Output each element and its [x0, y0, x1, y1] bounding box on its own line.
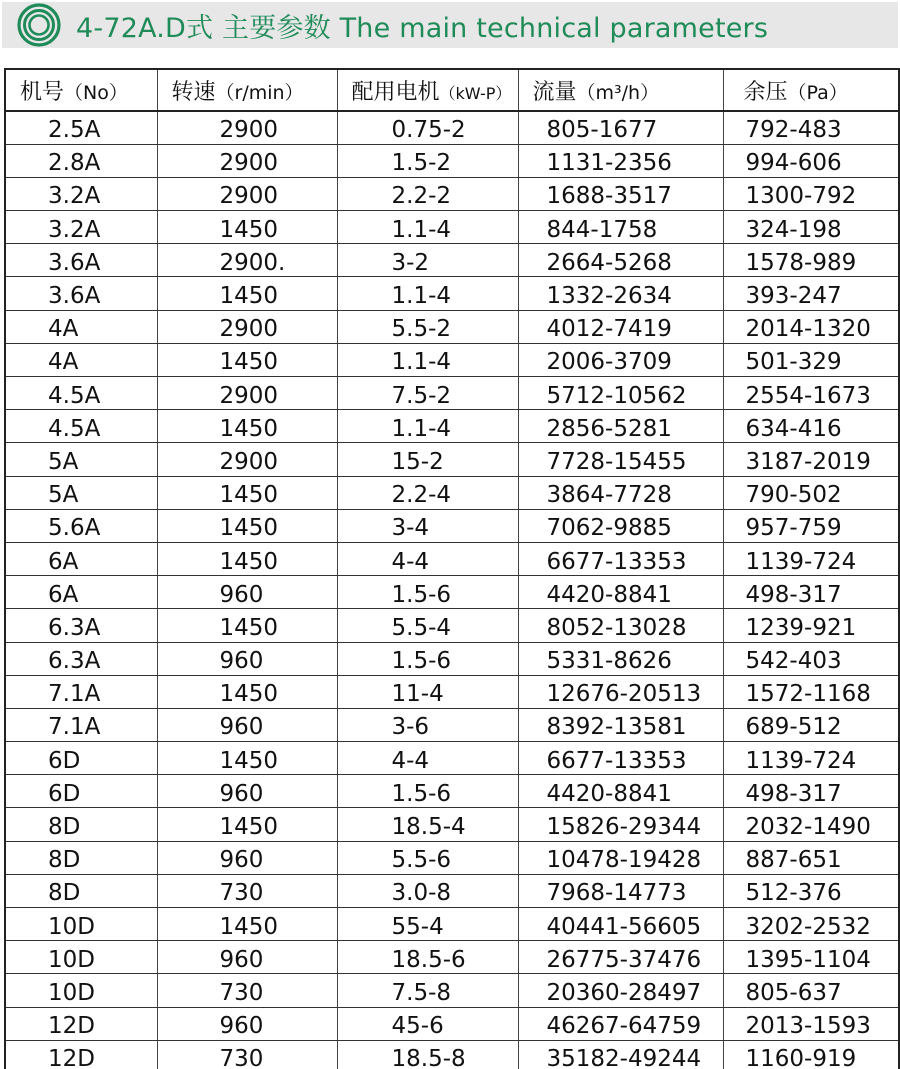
cell-pressure: 1160-919: [723, 1040, 899, 1069]
cell-pressure: 3202-2532: [723, 908, 899, 941]
cell-speed: 960: [157, 576, 337, 609]
cell-pressure: 805-637: [723, 974, 899, 1007]
cell-flow: 2006-3709: [518, 343, 723, 376]
table-row: [5, 908, 899, 941]
table-row: [5, 775, 899, 808]
cell-flow: 26775-37476: [518, 941, 723, 974]
cell-pressure: 1139-724: [723, 542, 899, 575]
cell-flow: 35182-49244: [518, 1040, 723, 1069]
cell-motor: 3.0-8: [337, 874, 518, 907]
cell-pressure: 689-512: [723, 708, 899, 741]
page-title: 4-72A.D式 主要参数 The main technical parameters: [76, 12, 769, 44]
table-row: [5, 941, 899, 974]
cell-motor: 7.5-8: [337, 974, 518, 1007]
cell-speed: 730: [157, 1040, 337, 1069]
cell-no: 6D: [5, 742, 157, 775]
cell-speed: 1450: [157, 808, 337, 841]
cell-flow: 8052-13028: [518, 609, 723, 642]
cell-speed: 1450: [157, 609, 337, 642]
table-row: [5, 576, 899, 609]
table-row: [5, 443, 899, 476]
cell-flow: 12676-20513: [518, 675, 723, 708]
cell-no: 12D: [5, 1040, 157, 1069]
cell-motor: 1.5-2: [337, 144, 518, 177]
cell-motor: 3-4: [337, 509, 518, 542]
cell-flow: 10478-19428: [518, 841, 723, 874]
cell-no: 12D: [5, 1007, 157, 1040]
table-row: [5, 808, 899, 841]
cell-flow: 40441-56605: [518, 908, 723, 941]
cell-pressure: 512-376: [723, 874, 899, 907]
cell-flow: 4420-8841: [518, 576, 723, 609]
cell-flow: 7968-14773: [518, 874, 723, 907]
cell-no: 6A: [5, 542, 157, 575]
table-body: [5, 111, 899, 1069]
cell-flow: 6677-13353: [518, 742, 723, 775]
cell-flow: 844-1758: [518, 211, 723, 244]
cell-speed: 1450: [157, 410, 337, 443]
cell-pressure: 498-317: [723, 775, 899, 808]
cell-no: 8D: [5, 808, 157, 841]
cell-motor: 15-2: [337, 443, 518, 476]
table-row: [5, 244, 899, 277]
cell-no: 2.5A: [5, 111, 157, 144]
cell-no: 8D: [5, 874, 157, 907]
table-row: [5, 1040, 899, 1069]
table-row: [5, 708, 899, 741]
table-row: [5, 642, 899, 675]
cell-pressure: 542-403: [723, 642, 899, 675]
title-bar: [2, 2, 898, 48]
cell-pressure: 1578-989: [723, 244, 899, 277]
cell-no: 4A: [5, 310, 157, 343]
cell-flow: 1332-2634: [518, 277, 723, 310]
cell-motor: 18.5-6: [337, 941, 518, 974]
cell-speed: 2900: [157, 177, 337, 210]
cell-no: 6D: [5, 775, 157, 808]
cell-motor: 2.2-4: [337, 476, 518, 509]
header-no: 机号（No）: [5, 69, 157, 111]
cell-flow: 7062-9885: [518, 509, 723, 542]
cell-motor: 5.5-6: [337, 841, 518, 874]
cell-flow: 805-1677: [518, 111, 723, 144]
table-row: [5, 277, 899, 310]
cell-speed: 2900: [157, 144, 337, 177]
cell-speed: 960: [157, 1007, 337, 1040]
cell-pressure: 3187-2019: [723, 443, 899, 476]
cell-flow: 5712-10562: [518, 377, 723, 410]
cell-pressure: 1239-921: [723, 609, 899, 642]
cell-flow: 1688-3517: [518, 177, 723, 210]
cell-motor: 45-6: [337, 1007, 518, 1040]
cell-flow: 2856-5281: [518, 410, 723, 443]
cell-motor: 4-4: [337, 542, 518, 575]
cell-speed: 1450: [157, 509, 337, 542]
cell-no: 3.2A: [5, 177, 157, 210]
cell-pressure: 792-483: [723, 111, 899, 144]
cell-motor: 11-4: [337, 675, 518, 708]
cell-no: 7.1A: [5, 708, 157, 741]
cell-speed: 1450: [157, 675, 337, 708]
concentric-rings-logo-icon: [16, 2, 64, 48]
cell-speed: 2900: [157, 111, 337, 144]
cell-pressure: 324-198: [723, 211, 899, 244]
cell-flow: 1131-2356: [518, 144, 723, 177]
cell-pressure: 634-416: [723, 410, 899, 443]
cell-speed: 2900.: [157, 244, 337, 277]
cell-motor: 2.2-2: [337, 177, 518, 210]
table-row: [5, 343, 899, 376]
cell-motor: 1.1-4: [337, 211, 518, 244]
cell-no: 5A: [5, 443, 157, 476]
cell-pressure: 1139-724: [723, 742, 899, 775]
cell-speed: 2900: [157, 377, 337, 410]
cell-motor: 1.1-4: [337, 277, 518, 310]
cell-motor: 1.1-4: [337, 410, 518, 443]
cell-speed: 1450: [157, 476, 337, 509]
cell-speed: 730: [157, 874, 337, 907]
table-row: [5, 310, 899, 343]
cell-motor: 3-2: [337, 244, 518, 277]
cell-motor: 18.5-8: [337, 1040, 518, 1069]
table-row: [5, 1007, 899, 1040]
cell-flow: 8392-13581: [518, 708, 723, 741]
cell-no: 3.2A: [5, 211, 157, 244]
cell-no: 6A: [5, 576, 157, 609]
cell-motor: 1.5-6: [337, 775, 518, 808]
cell-speed: 1450: [157, 908, 337, 941]
cell-flow: 3864-7728: [518, 476, 723, 509]
cell-motor: 7.5-2: [337, 377, 518, 410]
cell-pressure: 957-759: [723, 509, 899, 542]
cell-pressure: 994-606: [723, 144, 899, 177]
cell-flow: 6677-13353: [518, 542, 723, 575]
cell-motor: 1.5-6: [337, 642, 518, 675]
cell-no: 10D: [5, 974, 157, 1007]
table-row: [5, 542, 899, 575]
table-header-row: [5, 69, 899, 111]
cell-speed: 960: [157, 642, 337, 675]
cell-speed: 960: [157, 708, 337, 741]
table-row: [5, 874, 899, 907]
table-row: [5, 177, 899, 210]
table-row: [5, 675, 899, 708]
cell-speed: 960: [157, 775, 337, 808]
cell-motor: 18.5-4: [337, 808, 518, 841]
cell-no: 8D: [5, 841, 157, 874]
cell-flow: 4012-7419: [518, 310, 723, 343]
cell-speed: 1450: [157, 742, 337, 775]
cell-motor: 3-6: [337, 708, 518, 741]
cell-no: 10D: [5, 908, 157, 941]
cell-no: 6.3A: [5, 609, 157, 642]
cell-speed: 960: [157, 941, 337, 974]
cell-pressure: 393-247: [723, 277, 899, 310]
cell-pressure: 2554-1673: [723, 377, 899, 410]
cell-no: 6.3A: [5, 642, 157, 675]
table-row: [5, 476, 899, 509]
cell-pressure: 2013-1593: [723, 1007, 899, 1040]
cell-motor: 1.1-4: [337, 343, 518, 376]
cell-pressure: 501-329: [723, 343, 899, 376]
table-row: [5, 609, 899, 642]
cell-no: 5A: [5, 476, 157, 509]
table-row: [5, 410, 899, 443]
cell-no: 4A: [5, 343, 157, 376]
cell-motor: 0.75-2: [337, 111, 518, 144]
cell-motor: 55-4: [337, 908, 518, 941]
cell-motor: 1.5-6: [337, 576, 518, 609]
cell-flow: 5331-8626: [518, 642, 723, 675]
cell-flow: 15826-29344: [518, 808, 723, 841]
cell-pressure: 1300-792: [723, 177, 899, 210]
table-row: [5, 742, 899, 775]
cell-no: 10D: [5, 941, 157, 974]
cell-flow: 20360-28497: [518, 974, 723, 1007]
cell-no: 4.5A: [5, 410, 157, 443]
cell-flow: 2664-5268: [518, 244, 723, 277]
cell-speed: 730: [157, 974, 337, 1007]
table-row: [5, 509, 899, 542]
parameters-table: [4, 68, 900, 1069]
cell-flow: 46267-64759: [518, 1007, 723, 1040]
cell-no: 7.1A: [5, 675, 157, 708]
table-row: [5, 211, 899, 244]
header-flow: 流量（m³/h）: [518, 69, 723, 111]
cell-pressure: 498-317: [723, 576, 899, 609]
table-row: [5, 974, 899, 1007]
cell-pressure: 790-502: [723, 476, 899, 509]
table-row: [5, 377, 899, 410]
cell-no: 3.6A: [5, 277, 157, 310]
cell-pressure: 1572-1168: [723, 675, 899, 708]
cell-pressure: 2014-1320: [723, 310, 899, 343]
cell-motor: 5.5-2: [337, 310, 518, 343]
header-pressure: 余压（Pa）: [723, 69, 899, 111]
header-speed: 转速（r/min）: [157, 69, 337, 111]
cell-no: 5.6A: [5, 509, 157, 542]
cell-no: 4.5A: [5, 377, 157, 410]
cell-flow: 7728-15455: [518, 443, 723, 476]
cell-speed: 1450: [157, 211, 337, 244]
table-row: [5, 841, 899, 874]
cell-motor: 4-4: [337, 742, 518, 775]
cell-speed: 1450: [157, 542, 337, 575]
header-motor: 配用电机（kW-P）: [337, 69, 518, 111]
cell-speed: 960: [157, 841, 337, 874]
cell-pressure: 1395-1104: [723, 941, 899, 974]
cell-pressure: 2032-1490: [723, 808, 899, 841]
cell-motor: 5.5-4: [337, 609, 518, 642]
cell-speed: 1450: [157, 277, 337, 310]
cell-speed: 2900: [157, 310, 337, 343]
table-row: [5, 111, 899, 144]
table-row: [5, 144, 899, 177]
cell-no: 2.8A: [5, 144, 157, 177]
cell-no: 3.6A: [5, 244, 157, 277]
cell-speed: 1450: [157, 343, 337, 376]
cell-speed: 2900: [157, 443, 337, 476]
cell-pressure: 887-651: [723, 841, 899, 874]
cell-flow: 4420-8841: [518, 775, 723, 808]
